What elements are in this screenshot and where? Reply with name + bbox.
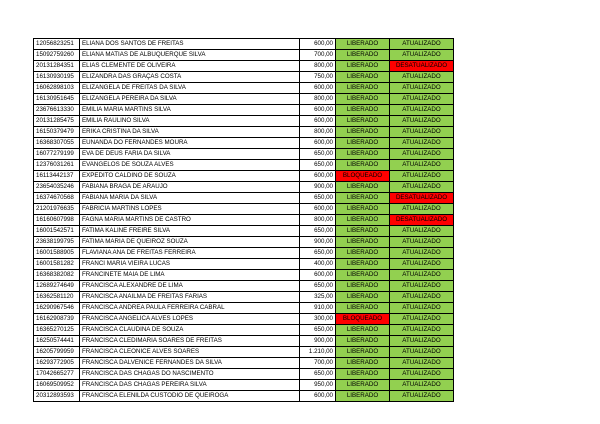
id-cell[interactable]: 17042665277 [34, 369, 80, 380]
table-row[interactable] [34, 149, 454, 160]
id-cell[interactable]: 23638199795 [34, 237, 80, 248]
name-cell[interactable]: FABIANA MARIA DA SILVA [80, 193, 300, 204]
id-cell[interactable]: 16077279199 [34, 149, 80, 160]
name-cell[interactable]: ELIZANGELA DE FREITAS DA SILVA [80, 83, 300, 94]
table-row[interactable] [34, 204, 454, 215]
table-row[interactable] [34, 325, 454, 336]
update-cell[interactable]: ATUALIZADO [390, 72, 454, 83]
name-cell[interactable]: FRANCISCA DAS CHAGAS PEREIRA SILVA [80, 380, 300, 391]
value-cell[interactable]: 700,00 [300, 358, 336, 369]
name-cell[interactable]: FRANCISCA ANDREA PAULA FERREIRA CABRAL [80, 303, 300, 314]
update-cell[interactable]: ATUALIZADO [390, 336, 454, 347]
table-row[interactable] [34, 369, 454, 380]
table-row[interactable] [34, 281, 454, 292]
id-cell[interactable]: 16130930195 [34, 72, 80, 83]
status-cell[interactable]: LIBERADO [336, 105, 390, 116]
update-cell[interactable]: ATUALIZADO [390, 83, 454, 94]
name-cell[interactable]: FRANCI MARIA VIEIRA LUCAS [80, 259, 300, 270]
table-row[interactable] [34, 237, 454, 248]
value-cell[interactable]: 1.210,00 [300, 347, 336, 358]
id-cell[interactable]: 15092759260 [34, 50, 80, 61]
name-cell[interactable]: ERIKA CRISTINA DA SILVA [80, 127, 300, 138]
update-cell[interactable]: ATUALIZADO [390, 116, 454, 127]
value-cell[interactable]: 600,00 [300, 171, 336, 182]
id-cell[interactable]: 16062898103 [34, 83, 80, 94]
id-cell[interactable]: 20131285475 [34, 116, 80, 127]
value-cell[interactable]: 600,00 [300, 83, 336, 94]
status-cell[interactable]: LIBERADO [336, 138, 390, 149]
update-cell[interactable]: ATUALIZADO [390, 182, 454, 193]
id-cell[interactable]: 16113442137 [34, 171, 80, 182]
table-row[interactable] [34, 94, 454, 105]
table-row[interactable] [34, 226, 454, 237]
name-cell[interactable]: ELIZANDRA DAS GRAÇAS COSTA [80, 72, 300, 83]
id-cell[interactable]: 16362581120 [34, 292, 80, 303]
name-cell[interactable]: FRANCISCA ANAILMA DE FREITAS FARIAS [80, 292, 300, 303]
table-row[interactable] [34, 50, 454, 61]
update-cell[interactable]: ATUALIZADO [390, 237, 454, 248]
value-cell[interactable]: 650,00 [300, 193, 336, 204]
table-row[interactable] [34, 215, 454, 226]
status-cell[interactable]: LIBERADO [336, 391, 390, 402]
value-cell[interactable]: 900,00 [300, 237, 336, 248]
name-cell[interactable]: EMILIA MARIA MARTINS SILVA [80, 105, 300, 116]
name-cell[interactable]: FAGNA MARIA MARTINS DE CASTRO [80, 215, 300, 226]
update-cell[interactable]: ATUALIZADO [390, 127, 454, 138]
id-cell[interactable]: 12689274649 [34, 281, 80, 292]
table-row[interactable] [34, 39, 454, 50]
name-cell[interactable]: EUNANDA DO FERNANDES MOURA [80, 138, 300, 149]
table-row[interactable] [34, 171, 454, 182]
value-cell[interactable]: 800,00 [300, 94, 336, 105]
value-cell[interactable]: 650,00 [300, 226, 336, 237]
id-cell[interactable]: 16290967546 [34, 303, 80, 314]
status-cell[interactable]: LIBERADO [336, 116, 390, 127]
table-row[interactable] [34, 105, 454, 116]
id-cell[interactable]: 16001581282 [34, 259, 80, 270]
value-cell[interactable]: 800,00 [300, 127, 336, 138]
id-cell[interactable]: 12376031261 [34, 160, 80, 171]
status-cell[interactable]: LIBERADO [336, 237, 390, 248]
update-cell[interactable]: ATUALIZADO [390, 314, 454, 325]
update-cell[interactable]: ATUALIZADO [390, 325, 454, 336]
value-cell[interactable]: 900,00 [300, 336, 336, 347]
name-cell[interactable]: EMILIA RAULINO SILVA [80, 116, 300, 127]
update-cell[interactable]: ATUALIZADO [390, 281, 454, 292]
table-row[interactable] [34, 314, 454, 325]
id-cell[interactable]: 16001588905 [34, 248, 80, 259]
id-cell[interactable]: 16150379479 [34, 127, 80, 138]
value-cell[interactable]: 600,00 [300, 105, 336, 116]
table-row[interactable] [34, 160, 454, 171]
id-cell[interactable]: 16250574441 [34, 336, 80, 347]
id-cell[interactable]: 21201976635 [34, 204, 80, 215]
beneficiaries-table [33, 38, 454, 402]
table-row[interactable] [34, 127, 454, 138]
table-row[interactable] [34, 83, 454, 94]
value-cell[interactable]: 900,00 [300, 182, 336, 193]
value-cell[interactable]: 600,00 [300, 204, 336, 215]
status-cell[interactable]: LIBERADO [336, 259, 390, 270]
status-cell[interactable]: LIBERADO [336, 50, 390, 61]
id-cell[interactable]: 16130951645 [34, 94, 80, 105]
table-row[interactable] [34, 182, 454, 193]
table-row[interactable] [34, 259, 454, 270]
value-cell[interactable]: 600,00 [300, 39, 336, 50]
value-cell[interactable]: 400,00 [300, 259, 336, 270]
status-cell[interactable]: LIBERADO [336, 127, 390, 138]
status-cell[interactable]: LIBERADO [336, 182, 390, 193]
status-cell[interactable]: BLOQUEADO [336, 314, 390, 325]
update-cell[interactable]: ATUALIZADO [390, 105, 454, 116]
name-cell[interactable]: FRANCISCA CLAUDINA DE SOUZA [80, 325, 300, 336]
status-cell[interactable]: LIBERADO [336, 292, 390, 303]
status-cell[interactable]: LIBERADO [336, 248, 390, 259]
table-row[interactable] [34, 193, 454, 204]
update-cell[interactable]: ATUALIZADO [390, 226, 454, 237]
status-cell[interactable]: LIBERADO [336, 72, 390, 83]
status-cell[interactable]: BLOQUEADO [336, 171, 390, 182]
update-cell[interactable]: ATUALIZADO [390, 380, 454, 391]
update-cell[interactable]: ATUALIZADO [390, 259, 454, 270]
status-cell[interactable]: LIBERADO [336, 193, 390, 204]
update-cell[interactable]: ATUALIZADO [390, 204, 454, 215]
table-row[interactable] [34, 358, 454, 369]
table-row[interactable] [34, 116, 454, 127]
name-cell[interactable]: FRANCISCA DAS CHAGAS DO NASCIMENTO [80, 369, 300, 380]
value-cell[interactable]: 600,00 [300, 270, 336, 281]
status-cell[interactable]: LIBERADO [336, 204, 390, 215]
update-cell[interactable]: ATUALIZADO [390, 303, 454, 314]
update-cell[interactable]: DESATUALIZADO [390, 61, 454, 72]
status-cell[interactable]: LIBERADO [336, 39, 390, 50]
name-cell[interactable]: FATIMA KALINE FREIRE SILVA [80, 226, 300, 237]
name-cell[interactable]: FATIMA MARIA DE QUEIROZ SOUZA [80, 237, 300, 248]
table-row[interactable] [34, 248, 454, 259]
id-cell[interactable]: 23676613330 [34, 105, 80, 116]
table-body [34, 39, 454, 402]
status-cell[interactable]: LIBERADO [336, 270, 390, 281]
update-cell[interactable]: DESATUALIZADO [390, 215, 454, 226]
status-cell[interactable]: LIBERADO [336, 358, 390, 369]
value-cell[interactable]: 750,00 [300, 72, 336, 83]
update-cell[interactable]: ATUALIZADO [390, 369, 454, 380]
id-cell[interactable]: 16365270125 [34, 325, 80, 336]
value-cell[interactable]: 600,00 [300, 138, 336, 149]
name-cell[interactable]: EVA DE DEUS FARIA DA SILVA [80, 149, 300, 160]
value-cell[interactable]: 650,00 [300, 160, 336, 171]
value-cell[interactable]: 700,00 [300, 50, 336, 61]
table-row[interactable] [34, 72, 454, 83]
update-cell[interactable]: ATUALIZADO [390, 391, 454, 402]
name-cell[interactable]: FRANCISCA DALVENICE FERNANDES DA SILVA [80, 358, 300, 369]
table-row[interactable] [34, 292, 454, 303]
id-cell[interactable]: 16160607998 [34, 215, 80, 226]
table-row[interactable] [34, 270, 454, 281]
status-cell[interactable]: LIBERADO [336, 303, 390, 314]
name-cell[interactable]: FABRICIA MARTINS LOPES [80, 204, 300, 215]
value-cell[interactable]: 650,00 [300, 248, 336, 259]
id-cell[interactable]: 16374670568 [34, 193, 80, 204]
value-cell[interactable]: 600,00 [300, 391, 336, 402]
status-cell[interactable]: LIBERADO [336, 61, 390, 72]
id-cell[interactable]: 12056823251 [34, 39, 80, 50]
status-cell[interactable]: LIBERADO [336, 83, 390, 94]
update-cell[interactable]: ATUALIZADO [390, 94, 454, 105]
value-cell[interactable]: 650,00 [300, 369, 336, 380]
value-cell[interactable]: 650,00 [300, 149, 336, 160]
id-cell[interactable]: 16162908739 [34, 314, 80, 325]
name-cell[interactable]: FRANCISCA ANGELICA ALVES LOPES [80, 314, 300, 325]
status-cell[interactable]: LIBERADO [336, 149, 390, 160]
status-cell[interactable]: LIBERADO [336, 215, 390, 226]
status-cell[interactable]: LIBERADO [336, 336, 390, 347]
update-cell[interactable]: ATUALIZADO [390, 171, 454, 182]
update-cell[interactable]: ATUALIZADO [390, 50, 454, 61]
status-cell[interactable]: LIBERADO [336, 325, 390, 336]
table-row[interactable] [34, 61, 454, 72]
status-cell[interactable]: LIBERADO [336, 281, 390, 292]
status-cell[interactable]: LIBERADO [336, 226, 390, 237]
table-row[interactable] [34, 380, 454, 391]
table-row[interactable] [34, 391, 454, 402]
name-cell[interactable]: ELIANA DOS SANTOS DE FREITAS [80, 39, 300, 50]
name-cell[interactable]: EXPEDITO CALDINO DE SOUZA [80, 171, 300, 182]
value-cell[interactable]: 910,00 [300, 303, 336, 314]
value-cell[interactable]: 325,00 [300, 292, 336, 303]
id-cell[interactable]: 16001542571 [34, 226, 80, 237]
name-cell[interactable]: FRANCISCA ELENILDA CUSTODIO DE QUEIROGA [80, 391, 300, 402]
id-cell[interactable]: 16205799959 [34, 347, 80, 358]
id-cell[interactable]: 16368307055 [34, 138, 80, 149]
update-cell[interactable]: ATUALIZADO [390, 358, 454, 369]
name-cell[interactable]: FLAVIANA ANA DE FREITAS FERREIRA [80, 248, 300, 259]
id-cell[interactable]: 16069509952 [34, 380, 80, 391]
id-cell[interactable]: 16293772905 [34, 358, 80, 369]
id-cell[interactable]: 23654035246 [34, 182, 80, 193]
update-cell[interactable]: ATUALIZADO [390, 160, 454, 171]
name-cell[interactable]: FABIANA BRAGA DE ARAUJO [80, 182, 300, 193]
update-cell[interactable]: ATUALIZADO [390, 270, 454, 281]
name-cell[interactable]: ELIANA MATIAS DE ALBUQUERQUE SILVA [80, 50, 300, 61]
status-cell[interactable]: LIBERADO [336, 160, 390, 171]
name-cell[interactable]: EVANGELOS DE SOUZA ALVES [80, 160, 300, 171]
value-cell[interactable]: 650,00 [300, 325, 336, 336]
id-cell[interactable]: 20131284351 [34, 61, 80, 72]
spreadsheet [33, 38, 454, 402]
value-cell[interactable]: 800,00 [300, 61, 336, 72]
status-cell[interactable]: LIBERADO [336, 380, 390, 391]
update-cell[interactable]: ATUALIZADO [390, 292, 454, 303]
value-cell[interactable]: 650,00 [300, 281, 336, 292]
name-cell[interactable]: FRANCISCA CLEDIMARIA SOARES DE FREITAS [80, 336, 300, 347]
table-row[interactable] [34, 138, 454, 149]
table-row[interactable] [34, 347, 454, 358]
update-cell[interactable]: ATUALIZADO [390, 248, 454, 259]
table-row[interactable] [34, 303, 454, 314]
status-cell[interactable]: LIBERADO [336, 369, 390, 380]
id-cell[interactable]: 20312893593 [34, 391, 80, 402]
name-cell[interactable]: ELIZANGELA PEREIRA DA SILVA [80, 94, 300, 105]
id-cell[interactable]: 16368382082 [34, 270, 80, 281]
name-cell[interactable]: ELIAS CLEMENTE DE OLIVEIRA [80, 61, 300, 72]
update-cell[interactable]: ATUALIZADO [390, 39, 454, 50]
value-cell[interactable]: 950,00 [300, 380, 336, 391]
value-cell[interactable]: 300,00 [300, 314, 336, 325]
name-cell[interactable]: FRANCISCA ALEXANDRE DE LIMA [80, 281, 300, 292]
update-cell[interactable]: DESATUALIZADO [390, 193, 454, 204]
value-cell[interactable]: 800,00 [300, 215, 336, 226]
name-cell[interactable]: FRANCINETE MAIA DE LIMA [80, 270, 300, 281]
status-cell[interactable]: LIBERADO [336, 94, 390, 105]
table-row[interactable] [34, 336, 454, 347]
name-cell[interactable]: FRANCISCA CLEONICE ALVES SOARES [80, 347, 300, 358]
value-cell[interactable]: 600,00 [300, 116, 336, 127]
update-cell[interactable]: ATUALIZADO [390, 138, 454, 149]
status-cell[interactable]: LIBERADO [336, 347, 390, 358]
update-cell[interactable]: ATUALIZADO [390, 347, 454, 358]
update-cell[interactable]: ATUALIZADO [390, 149, 454, 160]
